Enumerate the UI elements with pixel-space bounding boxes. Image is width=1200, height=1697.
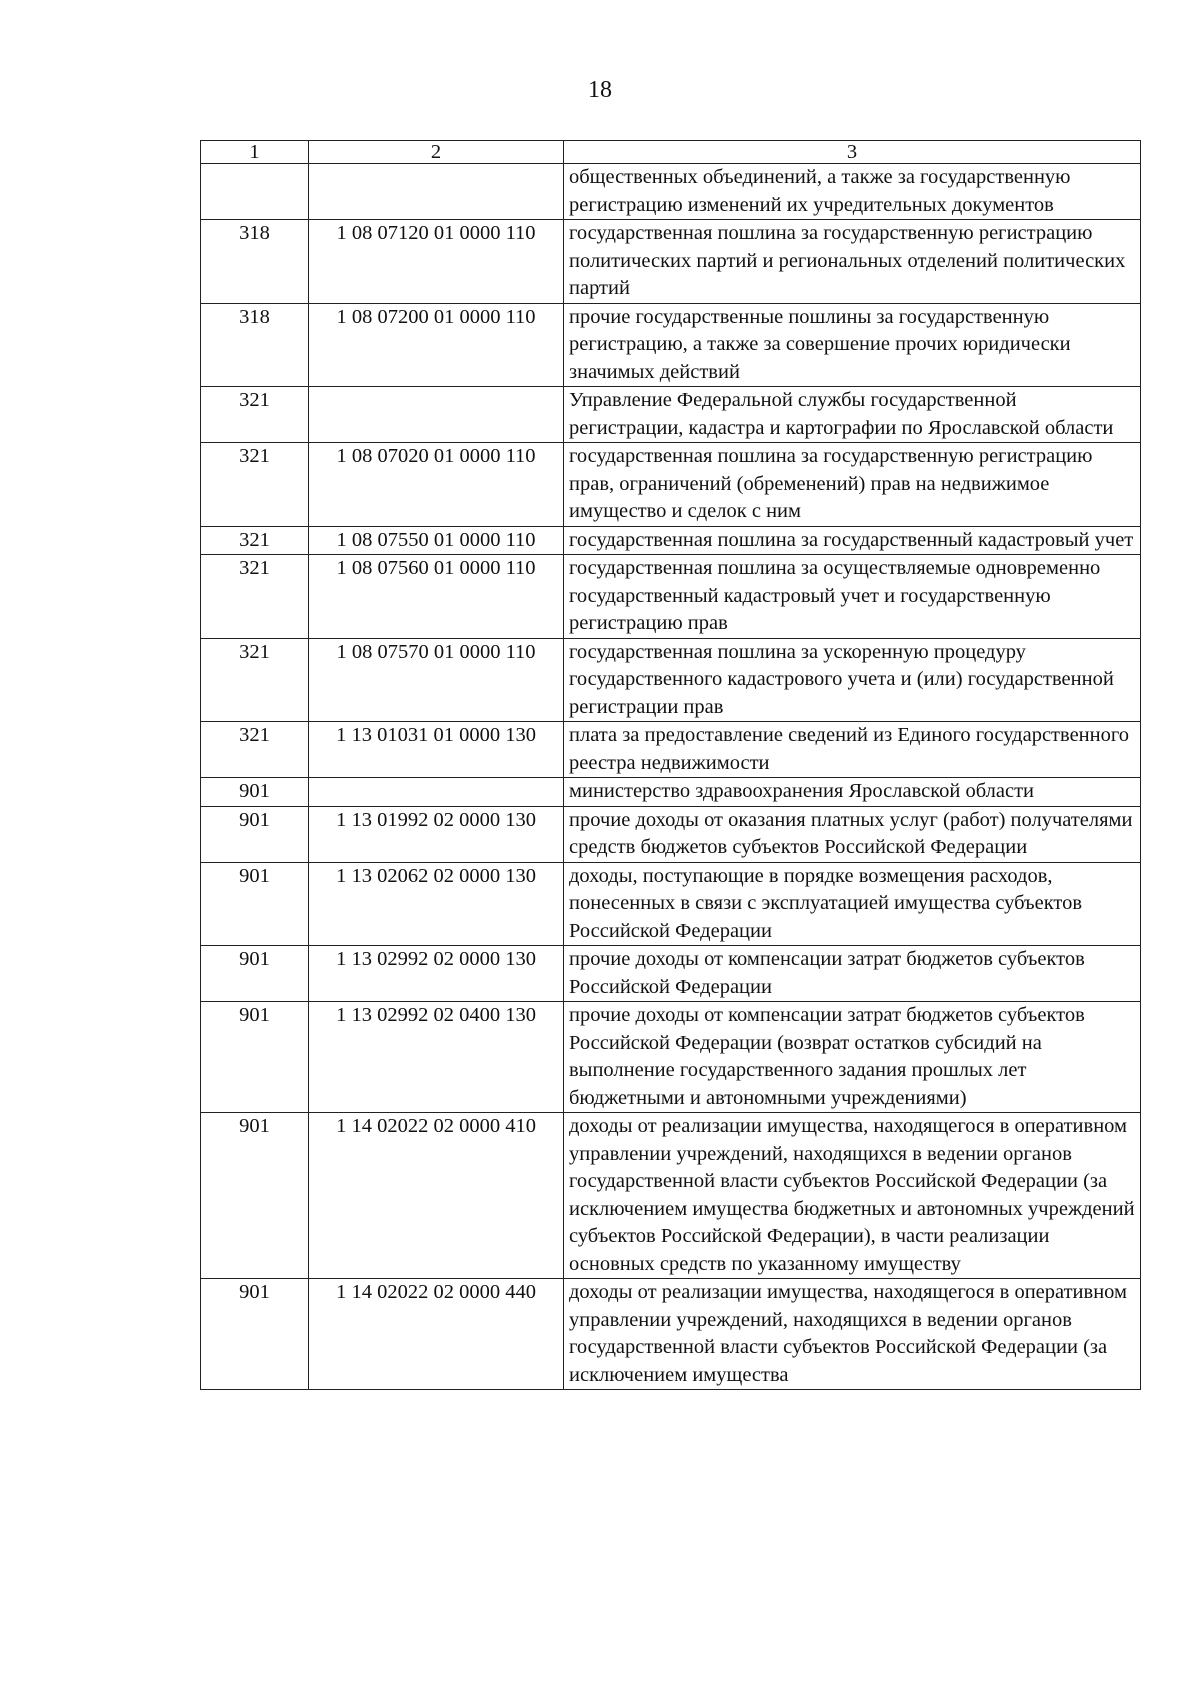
income-code-cell: 1 08 07120 01 0000 110	[309, 220, 564, 304]
income-code-cell	[309, 387, 564, 443]
income-code-cell	[309, 164, 564, 220]
admin-code-cell: 321	[201, 443, 309, 527]
admin-code-cell: 901	[201, 1113, 309, 1279]
income-code-cell: 1 13 02062 02 0000 130	[309, 862, 564, 946]
income-code-cell: 1 08 07560 01 0000 110	[309, 555, 564, 639]
income-name-cell: министерство здравоохранения Ярославской области	[564, 778, 1141, 807]
page-number: 18	[588, 77, 612, 103]
admin-code-cell: 901	[201, 1279, 309, 1390]
income-code-cell: 1 13 01992 02 0000 130	[309, 806, 564, 862]
income-name-cell: общественных объединений, а также за государственную регистрацию изменений их учредительных документов	[564, 164, 1141, 220]
admin-code-cell	[201, 164, 309, 220]
column-header-3: 3	[564, 141, 1141, 164]
table-row	[201, 303, 1141, 387]
income-code-cell: 1 08 07570 01 0000 110	[309, 638, 564, 722]
table-row	[201, 1113, 1141, 1279]
table-row	[201, 555, 1141, 639]
table-body	[201, 164, 1141, 1390]
table-row	[201, 862, 1141, 946]
income-name-cell: доходы от реализации имущества, находящегося в оперативном управлении учреждений, находящихся в ведении органов государственной власти субъектов Российской Федерации (за исключением имущества бюджетных и автономных учреждений субъектов Российской Федерации), в части реализации основных средств по указанному имуществу	[564, 1113, 1141, 1279]
income-name-cell: государственная пошлина за государственную регистрацию прав, ограничений (обременений) прав на недвижимое имущество и сделок с ним	[564, 443, 1141, 527]
table-row	[201, 806, 1141, 862]
admin-code-cell: 321	[201, 638, 309, 722]
income-name-cell: государственная пошлина за государственную регистрацию политических партий и региональных отделений политических партий	[564, 220, 1141, 304]
admin-code-cell: 321	[201, 722, 309, 778]
admin-code-cell: 901	[201, 1002, 309, 1113]
admin-code-cell: 901	[201, 946, 309, 1002]
income-name-cell: прочие доходы от компенсации затрат бюджетов субъектов Российской Федерации (возврат остатков субсидий на выполнение государственного задания прошлых лет бюджетными и автономными учреждениями)	[564, 1002, 1141, 1113]
income-code-cell: 1 14 02022 02 0000 440	[309, 1279, 564, 1390]
income-code-cell	[309, 778, 564, 807]
table-row	[201, 722, 1141, 778]
income-code-cell: 1 13 02992 02 0000 130	[309, 946, 564, 1002]
table-row	[201, 220, 1141, 304]
admin-code-cell: 321	[201, 387, 309, 443]
column-header-2: 2	[309, 141, 564, 164]
income-codes-table	[200, 140, 1141, 1390]
admin-code-cell: 318	[201, 220, 309, 304]
admin-code-cell: 901	[201, 862, 309, 946]
table-row	[201, 443, 1141, 527]
income-code-cell: 1 13 01031 01 0000 130	[309, 722, 564, 778]
income-code-cell: 1 08 07550 01 0000 110	[309, 526, 564, 555]
table-row	[201, 526, 1141, 555]
income-name-cell: государственная пошлина за государственный кадастровый учет	[564, 526, 1141, 555]
income-name-cell: доходы, поступающие в порядке возмещения расходов, понесенных в связи с эксплуатацией имущества субъектов Российской Федерации	[564, 862, 1141, 946]
column-header-1: 1	[201, 141, 309, 164]
table-row	[201, 1002, 1141, 1113]
table-row	[201, 387, 1141, 443]
admin-code-cell: 901	[201, 778, 309, 807]
admin-code-cell: 318	[201, 303, 309, 387]
income-code-cell: 1 13 02992 02 0400 130	[309, 1002, 564, 1113]
income-name-cell: прочие доходы от компенсации затрат бюджетов субъектов Российской Федерации	[564, 946, 1141, 1002]
income-name-cell: государственная пошлина за ускоренную процедуру государственного кадастрового учета и (или) государственной регистрации прав	[564, 638, 1141, 722]
table-row	[201, 164, 1141, 220]
income-name-cell: плата за предоставление сведений из Единого государственного реестра недвижимости	[564, 722, 1141, 778]
table-row	[201, 638, 1141, 722]
income-code-cell: 1 08 07020 01 0000 110	[309, 443, 564, 527]
income-name-cell: прочие доходы от оказания платных услуг (работ) получателями средств бюджетов субъектов Российской Федерации	[564, 806, 1141, 862]
income-name-cell: государственная пошлина за осуществляемые одновременно государственный кадастровый учет и государственную регистрацию прав	[564, 555, 1141, 639]
income-code-cell: 1 14 02022 02 0000 410	[309, 1113, 564, 1279]
admin-code-cell: 901	[201, 806, 309, 862]
income-name-cell: Управление Федеральной службы государственной регистрации, кадастра и картографии по Ярославской области	[564, 387, 1141, 443]
income-name-cell: доходы от реализации имущества, находящегося в оперативном управлении учреждений, находящихся в ведении органов государственной власти субъектов Российской Федерации (за исключением имущества	[564, 1279, 1141, 1390]
table-row	[201, 778, 1141, 807]
table-row	[201, 1279, 1141, 1390]
income-name-cell: прочие государственные пошлины за государственную регистрацию, а также за совершение прочих юридически значимых действий	[564, 303, 1141, 387]
table-row	[201, 946, 1141, 1002]
admin-code-cell: 321	[201, 555, 309, 639]
income-code-cell: 1 08 07200 01 0000 110	[309, 303, 564, 387]
table-header-row	[201, 141, 1141, 164]
admin-code-cell: 321	[201, 526, 309, 555]
